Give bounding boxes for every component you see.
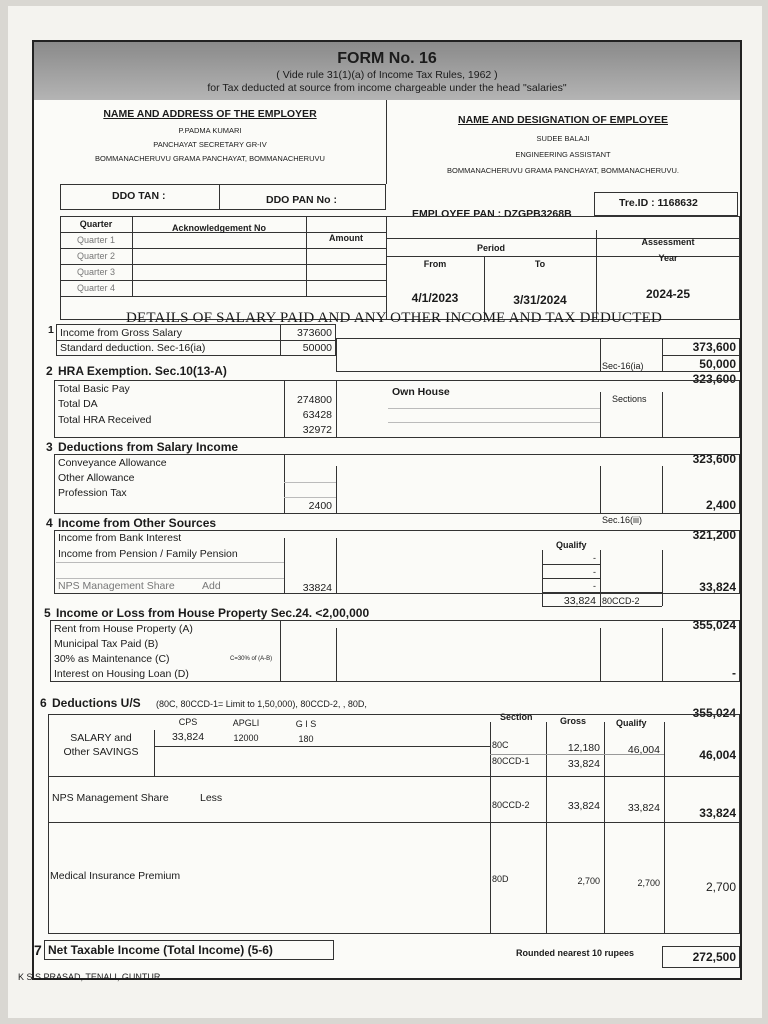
section-5-number: 5 — [44, 606, 51, 620]
s4-col-4 — [600, 550, 601, 606]
qualify-80c: 46,004 — [627, 744, 660, 756]
total-80c: 46,004 — [699, 748, 736, 762]
gross-80d: 2,700 — [577, 876, 600, 886]
section-80c: 80C — [492, 740, 509, 750]
gross-80ccd-2: 33,824 — [567, 800, 600, 812]
deductions-subtitle: (80C, 80CCD-1= Limit to 1,50,000), 80CCD-2, , 80D, — [156, 699, 367, 709]
s4-q-line-2 — [542, 578, 600, 579]
hra-col-2 — [336, 380, 337, 438]
form-title: FORM No. 16 — [337, 50, 437, 67]
s4-carry-forward: 321,200 — [692, 528, 736, 542]
nps-share-value: 33824 — [302, 582, 332, 594]
nps-less-label: Less — [200, 792, 223, 804]
conveyance-label: Conveyance Allowance — [58, 457, 167, 469]
apgli-head: APGLI — [232, 718, 260, 728]
gross-salary-value: 373600 — [296, 327, 332, 339]
s1-row-line — [56, 340, 336, 341]
savings-label-1: SALARY and — [70, 732, 132, 744]
nps-deduction-label: NPS Management Share — [52, 792, 169, 804]
s6-row-1 — [48, 776, 740, 777]
col-section-head: Section — [500, 712, 533, 722]
employer-name: P.PADMA KUMARI — [178, 126, 242, 135]
s1-net-salary: 323,600 — [692, 372, 736, 386]
std-deduction-value: 50000 — [302, 342, 332, 354]
gis-head: G I S — [295, 719, 317, 729]
section-7-number: 7 — [34, 942, 42, 958]
s6-carry-forward: 355,024 — [692, 706, 736, 720]
municipal-tax-label: Municipal Tax Paid (B) — [54, 638, 159, 650]
qualify-dash-3: - — [593, 581, 596, 591]
housing-loan-label: Interest on Housing Loan (D) — [54, 668, 189, 680]
ddo-box — [60, 184, 386, 210]
s3-col-3 — [600, 466, 601, 514]
qualify-80d: 2,700 — [637, 878, 660, 888]
gis-value: 180 — [298, 734, 314, 744]
form-rule: ( Vide rule 31(1)(a) of Income Tax Rules, 1962 ) — [276, 69, 498, 81]
employee-address: BOMMANACHERUVU GRAMA PANCHAYAT, BOMMANACHERUVU. — [447, 166, 679, 175]
employer-heading: NAME AND ADDRESS OF THE EMPLOYER — [103, 108, 317, 120]
section-80d: 80D — [492, 874, 509, 884]
s5-col-4 — [662, 628, 663, 682]
s6-savings-line — [154, 746, 490, 747]
house-property-title: Income or Loss from House Property Sec.24. <2,00,000 — [56, 606, 370, 620]
s3-line-1 — [284, 482, 336, 483]
form-16-border — [32, 40, 742, 980]
s1-right-col-1 — [600, 338, 601, 372]
gross-salary-label: Income from Gross Salary — [60, 327, 182, 339]
s5-col-2 — [336, 628, 337, 682]
year-label: Year — [658, 253, 678, 263]
employee-pan: EMPLOYEE PAN : DZGPB3268B — [412, 208, 572, 220]
s4-q-line-1 — [542, 564, 600, 565]
gross-80c: 12,180 — [567, 742, 600, 754]
q-col-2 — [306, 216, 307, 296]
s4-total: 33,824 — [699, 580, 736, 594]
footer-author: K S S PRASAD, TENALI, GUNTUR — [18, 972, 161, 982]
basic-pay-label: Total Basic Pay — [58, 383, 130, 395]
s6-savings-col — [154, 730, 155, 776]
details-title: DETAILS OF SALARY PAID AND ANY OTHER INCOME AND TAX DEDUCTED — [125, 310, 662, 326]
from-label: From — [423, 259, 447, 269]
form-purpose: for Tax deducted at source from income chargeable under the head "salaries" — [207, 82, 567, 94]
ddo-tan: DDO TAN : — [112, 190, 166, 202]
qualify-total: 33,824 — [563, 595, 596, 607]
da-label: Total DA — [58, 398, 98, 410]
other-sources-title: Income from Other Sources — [58, 516, 217, 530]
tre-id: Tre.ID : 1168632 — [619, 197, 698, 209]
employee-name: SUDEE BALAJI — [536, 134, 590, 143]
nps-share-label: NPS Management Share — [58, 580, 175, 592]
hra-line-1 — [388, 408, 600, 409]
s3-line-2 — [284, 497, 336, 498]
s3-col-4 — [662, 466, 663, 514]
section-4-number: 4 — [46, 516, 53, 530]
ddo-divider — [219, 184, 220, 210]
s3-total: 2,400 — [705, 498, 736, 512]
s4-col-2 — [336, 538, 337, 594]
s3-section-note: Sec.16(iii) — [602, 515, 643, 525]
quarter-4: Quarter 4 — [76, 283, 116, 293]
section-1-number: 1 — [48, 324, 54, 336]
hra-col-3 — [600, 392, 601, 438]
nps-add-label: Add — [202, 580, 221, 592]
s1-section-note: Sec-16(ia) — [602, 361, 644, 371]
s3-col-2 — [336, 466, 337, 514]
s4-line-1 — [56, 562, 284, 563]
da-value: 63428 — [302, 409, 332, 421]
maintenance-formula: C=30% of (A-B) — [230, 656, 273, 662]
qualify-dash-1: - — [593, 553, 596, 563]
sections-label: Sections — [612, 394, 647, 404]
pension-label: Income from Pension / Family Pension — [58, 548, 238, 560]
employer-designation: PANCHAYAT SECRETARY GR-IV — [153, 140, 267, 149]
period-from: 4/1/2023 — [411, 291, 459, 305]
section-3-number: 3 — [46, 440, 53, 454]
maintenance-label: 30% as Maintenance (C) — [54, 653, 170, 665]
s6-row-2 — [48, 822, 740, 823]
s5-col-3 — [600, 628, 601, 682]
qualify-80ccd-2: 33,824 — [627, 802, 660, 814]
deductions-title: Deductions U/S — [52, 696, 141, 710]
quarter-1: Quarter 1 — [76, 235, 116, 245]
cps-head: CPS — [178, 717, 198, 727]
q-row-3 — [60, 264, 386, 265]
quarter-2: Quarter 2 — [76, 251, 116, 261]
quarter-col-head: Quarter — [79, 219, 113, 229]
qualify-dash-2: - — [593, 567, 596, 577]
q-row-4 — [60, 280, 386, 281]
hra-received-label: Total HRA Received — [58, 414, 152, 426]
profession-tax-value: 2400 — [308, 500, 332, 512]
qualify-label: Qualify — [556, 540, 587, 550]
hra-title: HRA Exemption. Sec.10(13-A) — [58, 364, 227, 378]
other-allowance-label: Other Allowance — [58, 472, 135, 484]
qualify-section: 80CCD-2 — [602, 596, 640, 606]
std-deduction-total: 50,000 — [699, 357, 736, 371]
hra-line-2 — [388, 422, 600, 423]
s5-col-1 — [280, 620, 281, 682]
s5-total: - — [732, 666, 736, 680]
col-qualify-head: Qualify — [616, 718, 647, 728]
q-row-5 — [60, 296, 386, 297]
s6-col-4 — [664, 722, 665, 934]
assessment-year: 2024-25 — [645, 287, 691, 301]
medical-insurance-label: Medical Insurance Premium — [50, 870, 181, 882]
std-deduction-label: Standard deduction. Sec-16(ia) — [60, 342, 206, 354]
own-house-label: Own House — [392, 386, 450, 398]
profession-tax-label: Profession Tax — [58, 487, 127, 499]
amount-col-head: Amount — [329, 233, 363, 243]
total-80d: 2,700 — [705, 880, 736, 894]
section-2-number: 2 — [46, 364, 53, 378]
section-80ccd-1: 80CCD-1 — [492, 756, 530, 766]
total-80ccd-2: 33,824 — [699, 806, 736, 820]
hra-received-value: 32972 — [302, 424, 332, 436]
quarter-3: Quarter 3 — [76, 267, 116, 277]
rent-label: Rent from House Property (A) — [54, 623, 193, 635]
assessment-label: Assessment — [641, 237, 695, 247]
section-6-number: 6 — [40, 696, 47, 710]
employer-address: BOMMANACHERUVU GRAMA PANCHAYAT, BOMMANACHERUVU — [95, 154, 325, 163]
s1-right-row — [662, 355, 740, 356]
s4-q-line-3 — [542, 592, 662, 593]
savings-label-2: Other SAVINGS — [63, 746, 139, 758]
basic-pay-value: 274800 — [296, 394, 332, 406]
hra-col-4 — [662, 392, 663, 438]
to-label: To — [534, 259, 546, 269]
salary-deductions-title: Deductions from Salary Income — [58, 440, 239, 454]
gross-80ccd-1: 33,824 — [567, 758, 600, 770]
net-taxable-title: Net Taxable Income (Total Income) (5-6) — [48, 943, 273, 957]
s5-carry-forward: 355,024 — [692, 618, 736, 632]
bank-interest-label: Income from Bank Interest — [58, 532, 182, 544]
period-to: 3/31/2024 — [513, 293, 567, 307]
rounded-note: Rounded nearest 10 rupees — [516, 948, 635, 958]
cps-value: 33,824 — [171, 731, 205, 743]
col-gross-head: Gross — [560, 716, 587, 726]
gross-salary-total: 373,600 — [692, 340, 736, 354]
section-80ccd-2: 80CCD-2 — [492, 800, 530, 810]
apgli-value: 12000 — [233, 733, 259, 743]
s3-carry-forward: 323,600 — [692, 452, 736, 466]
net-taxable-total: 272,500 — [692, 950, 736, 964]
ddo-pan: DDO PAN No : — [266, 194, 337, 206]
employee-designation: ENGINEERING ASSISTANT — [515, 150, 611, 159]
ack-col-head: Acknowledgement No — [171, 223, 266, 233]
q-row-2 — [60, 248, 386, 249]
s4-col-5 — [662, 550, 663, 606]
period-label: Period — [476, 243, 505, 253]
employee-heading: NAME AND DESIGNATION OF EMPLOYEE — [457, 114, 668, 126]
s4-line-2 — [56, 578, 284, 579]
paper-sheet — [8, 6, 762, 1018]
